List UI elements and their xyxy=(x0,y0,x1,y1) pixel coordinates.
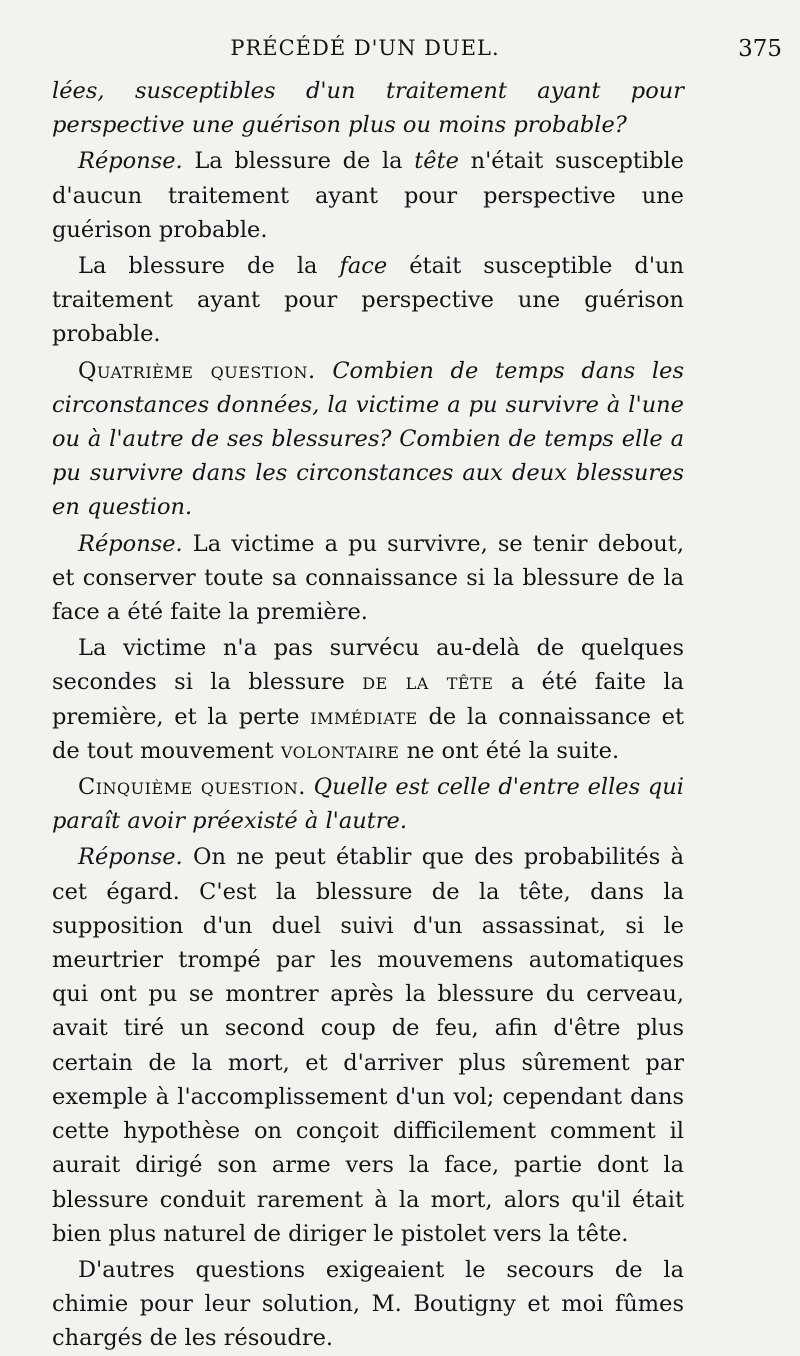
answer-label: Réponse. xyxy=(78,148,183,175)
answer-label: Réponse. xyxy=(78,844,183,871)
small-caps-phrase: volontaire xyxy=(280,737,400,764)
paragraph-1 xyxy=(52,74,684,142)
small-caps-phrase: immédiate xyxy=(310,703,418,730)
answer-text: n'était susceptible d'aucun traitement ayant pour perspective une guérison probable. xyxy=(52,148,684,243)
question-text: Combien de temps dans les circonstances données, la victime a pu survivre à l'une ou à l'autre de ses blessures? Combien de temps elle a pu survivre dans les circonstances aux deux blessures en question. xyxy=(52,357,684,521)
running-title: PRÉCÉDÉ D'UN DUEL. xyxy=(230,36,500,60)
paragraph-8 xyxy=(52,840,684,1250)
answer-text: La blessure de la xyxy=(78,253,340,280)
question-label: Cinquième question. xyxy=(78,774,306,801)
answer-text: était susceptible d'un traitement ayant pour perspective une guérison probable. xyxy=(52,253,684,348)
answer-text: de la connaissance et de tout mouvement xyxy=(52,703,685,764)
paragraph-9 xyxy=(52,1253,684,1356)
paragraph-3 xyxy=(52,249,684,352)
small-caps-phrase: de la tête xyxy=(362,669,494,696)
answer-text: ne ont été la suite. xyxy=(399,737,620,764)
question-continuation: lées, susceptibles d'un traitement ayant pour perspective une guérison plus ou moins probable? xyxy=(52,78,684,139)
question-label: Quatrième question. xyxy=(78,357,316,384)
answer-text: La blessure de la xyxy=(182,148,415,175)
body-text xyxy=(52,74,684,1356)
answer-label: Réponse. xyxy=(78,530,183,557)
paragraph-4 xyxy=(52,354,684,525)
page-number: 375 xyxy=(738,36,782,62)
answer-text: On ne peut établir que des probabilités à cet égard. C'est la blessure de la tête, dans la supposition d'un duel suivi d'un assassinat, si le meurtrier trompé par les mouvemens automatiques qui ont pu se montrer après la blessure du cerveau, avait tiré un second coup de feu, afin d'être plus certain de la mort, et d'arriver plus sûrement par exemple à l'accomplissement d'un vol; cependant dans cette hypothèse on conçoit difficilement comment il aurait dirigé son arme vers la face, partie dont la blessure conduit rarement à la mort, alors qu'il était bien plus naturel de diriger le pistolet vers la tête. xyxy=(52,844,684,1247)
paragraph-2 xyxy=(52,144,684,247)
page-header xyxy=(0,36,800,72)
paragraph-7 xyxy=(52,770,684,838)
emphasis-face: face xyxy=(339,253,388,280)
paragraph-6 xyxy=(52,631,684,768)
answer-text: La victime n'a pas survécu au-delà de quelques secondes si la blessure xyxy=(52,635,684,696)
paragraph-5 xyxy=(52,527,684,630)
emphasis-tete: tête xyxy=(414,148,459,175)
answer-text: a été faite la première, et la perte xyxy=(52,669,685,730)
answer-text: La victime a pu survivre, se tenir debout, et conserver toute sa connaissance si la blessure de la face a été faite la première. xyxy=(52,530,684,626)
question-text: Quelle est celle d'entre elles qui paraît avoir préexisté à l'autre. xyxy=(52,774,684,835)
closing-text: D'autres questions exigeaient le secours de la chimie pour leur solution, M. Boutigny et moi fûmes chargés de les résoudre. xyxy=(52,1256,684,1352)
